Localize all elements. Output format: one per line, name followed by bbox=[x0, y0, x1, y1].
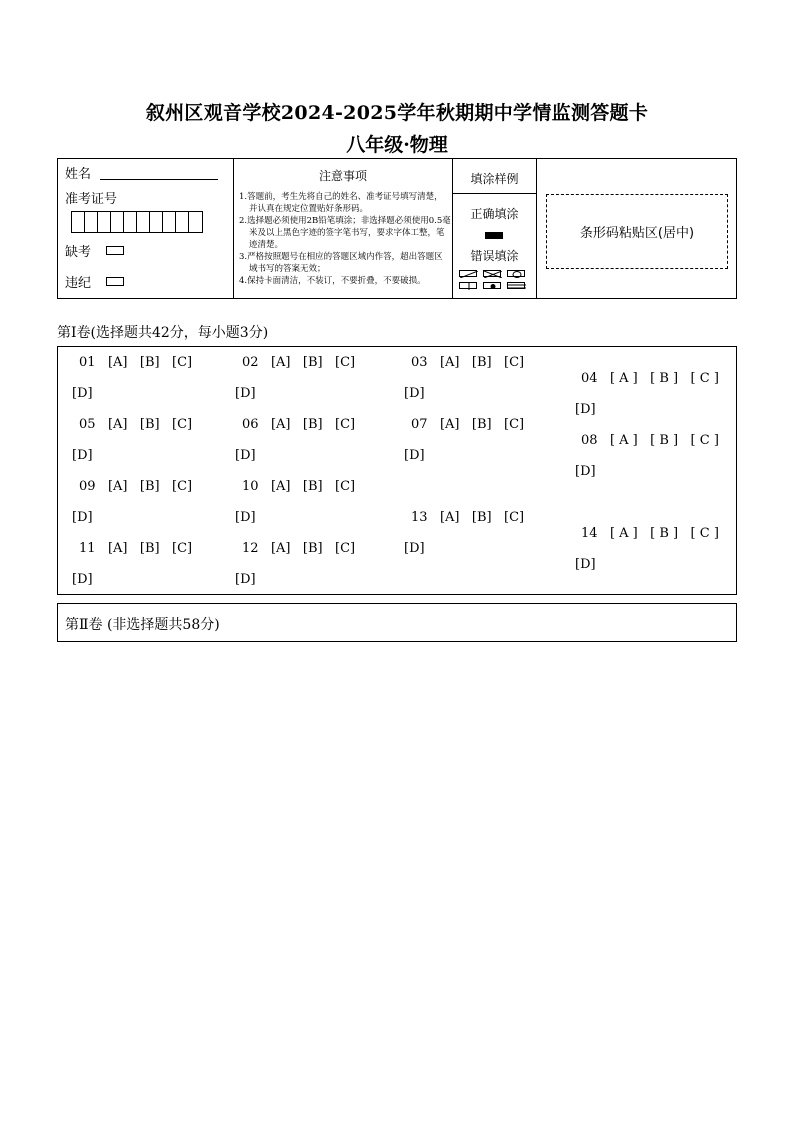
section2-title: 第Ⅱ卷 (非选择题共58分) bbox=[65, 617, 220, 633]
absent-checkbox[interactable] bbox=[106, 246, 124, 255]
divider bbox=[536, 159, 537, 298]
question-07-option-d[interactable]: [D] bbox=[404, 448, 425, 463]
question-05[interactable]: 05 [A] [B] [C] bbox=[79, 417, 193, 432]
note-item: 3.严格按照题号在相应的答题区域内作答，超出答题区域书写的答案无效； bbox=[239, 252, 443, 274]
wrong-samples-row-1 bbox=[459, 270, 525, 277]
question-03-option-d[interactable]: [D] bbox=[404, 386, 425, 401]
question-05-option-d[interactable]: [D] bbox=[72, 448, 93, 463]
question-03[interactable]: 03 [A] [B] [C] bbox=[411, 355, 525, 370]
notes-heading: 注意事项 bbox=[318, 169, 367, 183]
wrong-cross-icon bbox=[483, 270, 501, 277]
wrong-dot-icon bbox=[483, 282, 501, 289]
question-09-option-d[interactable]: [D] bbox=[72, 510, 93, 525]
question-11[interactable]: 11 [A] [B] [C] bbox=[79, 541, 193, 556]
barcode-label: 条形码粘贴区(居中) bbox=[579, 226, 695, 241]
question-01-option-d[interactable]: [D] bbox=[72, 386, 93, 401]
question-08[interactable]: 08 [ A ] [ B ] [ C ] bbox=[581, 433, 719, 448]
wrong-slash-icon bbox=[459, 270, 477, 277]
note-item: 1.答题前，考生先将自己的姓名、准考证号填写清楚，并认真在规定位置贴好条形码。 bbox=[239, 192, 443, 214]
absent-label: 缺考 bbox=[65, 245, 92, 260]
question-04[interactable]: 04 [ A ] [ B ] [ C ] bbox=[581, 371, 719, 386]
wrong-double-line-icon bbox=[507, 282, 525, 289]
violation-label: 违纪 bbox=[65, 276, 92, 291]
note-item: 4.保持卡面清洁，不装订，不要折叠，不要破损。 bbox=[239, 276, 426, 286]
violation-checkbox[interactable] bbox=[106, 277, 124, 286]
wrong-circle-icon bbox=[507, 270, 525, 277]
notes-list bbox=[239, 191, 451, 287]
wrong-samples-row-2 bbox=[459, 282, 525, 289]
question-07[interactable]: 07 [A] [B] [C] bbox=[411, 417, 525, 432]
barcode-area bbox=[546, 194, 728, 269]
question-04-option-d[interactable]: [D] bbox=[575, 402, 596, 417]
section2-box bbox=[57, 603, 737, 642]
fill-sample-heading: 填涂样例 bbox=[470, 172, 519, 186]
notes-column bbox=[234, 159, 452, 298]
question-12[interactable]: 12 [A] [B] [C] bbox=[242, 541, 356, 556]
wrong-vertical-icon bbox=[459, 282, 477, 289]
wrong-fill-label: 错误填涂 bbox=[470, 249, 519, 263]
question-09[interactable]: 09 [A] [B] [C] bbox=[79, 479, 193, 494]
question-02-option-d[interactable]: [D] bbox=[235, 386, 256, 401]
correct-fill-label: 正确填涂 bbox=[470, 207, 519, 221]
question-02[interactable]: 02 [A] [B] [C] bbox=[242, 355, 356, 370]
question-14[interactable]: 14 [ A ] [ B ] [ C ] bbox=[581, 526, 719, 541]
name-field[interactable] bbox=[100, 179, 218, 180]
question-11-option-d[interactable]: [D] bbox=[72, 572, 93, 587]
question-13[interactable]: 13 [A] [B] [C] bbox=[411, 510, 525, 525]
question-08-option-d[interactable]: [D] bbox=[575, 464, 596, 479]
divider bbox=[453, 193, 536, 194]
section1-title: 第Ⅰ卷(选择题共42分，每小题3分) bbox=[57, 325, 269, 341]
page-title: 叙州区观音学校2024-2025学年秋期期中学情监测答题卡 bbox=[145, 102, 649, 124]
exam-id-boxes[interactable] bbox=[71, 211, 203, 233]
header-info-box bbox=[57, 158, 737, 299]
question-13-option-d[interactable]: [D] bbox=[404, 541, 425, 556]
page-subtitle: 八年级·物理 bbox=[346, 134, 448, 156]
question-10-option-d[interactable]: [D] bbox=[235, 510, 256, 525]
question-01[interactable]: 01 [A] [B] [C] bbox=[79, 355, 193, 370]
fill-sample-column bbox=[453, 159, 536, 298]
question-12-option-d[interactable]: [D] bbox=[235, 572, 256, 587]
question-14-option-d[interactable]: [D] bbox=[575, 557, 596, 572]
name-label: 姓名 bbox=[65, 167, 92, 182]
multiple-choice-box bbox=[57, 346, 737, 595]
question-10[interactable]: 10 [A] [B] [C] bbox=[242, 479, 356, 494]
question-06-option-d[interactable]: [D] bbox=[235, 448, 256, 463]
exam-id-label: 准考证号 bbox=[65, 192, 118, 207]
question-06[interactable]: 06 [A] [B] [C] bbox=[242, 417, 356, 432]
note-item: 2.选择题必须使用2B铅笔填涂；非选择题必须使用0.5毫米及以上黑色字迹的签字笔书写，要求字体工整，笔迹清楚。 bbox=[239, 216, 451, 250]
correct-fill-sample bbox=[485, 232, 503, 239]
